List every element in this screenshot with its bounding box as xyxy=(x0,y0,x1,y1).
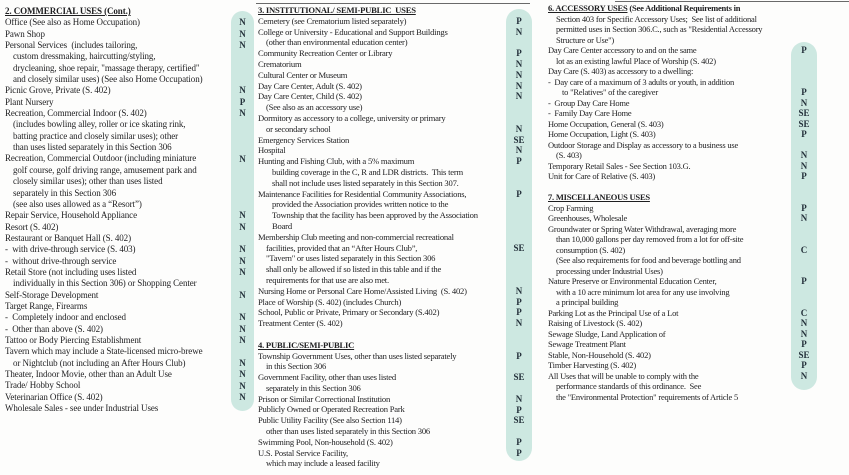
use-row: Township that the facility has been approved by the Association xyxy=(272,210,478,221)
designation-letter: SE xyxy=(798,349,810,360)
designation-letter: P xyxy=(801,360,807,370)
use-row: Greenhouses, Wholesale xyxy=(548,213,628,223)
designation-letter: N xyxy=(239,289,246,300)
use-row: - without drive-through service xyxy=(5,255,117,266)
designation-letter: P xyxy=(801,339,807,349)
use-row: Recreation, Commercial Indoor (S. 402) xyxy=(5,108,147,119)
use-row: (other than environmental education center) xyxy=(266,37,408,48)
use-row: than uses listed separately in this Section 306 xyxy=(13,142,172,153)
use-row: Groundwater or Spring Water Withdrawal, averaging more xyxy=(548,223,737,234)
use-row: Hunting and Fishing Club, with a 5% maximum xyxy=(258,156,415,167)
heading-underlined-text: 4. PUBLIC/SEMI-PUBLIC xyxy=(258,339,355,350)
designation-letter: N xyxy=(515,393,523,404)
designation-letter: P xyxy=(801,171,807,181)
heading-underlined-text: 3. INSTITUTIONAL/ SEMI-PUBLIC USES xyxy=(258,5,416,15)
heading-trailing-text: (See Additional Requirements in xyxy=(627,3,741,13)
use-row: Picnic Grove, Private (S. 402) xyxy=(5,85,111,96)
use-row: Repair Service, Household Appliance xyxy=(5,210,137,221)
use-row: in this Section 306 xyxy=(266,361,327,372)
use-row: or secondary school xyxy=(266,123,331,134)
use-row: Nursing Home or Personal Care Home/Assisted Living (S. 402) xyxy=(258,285,467,296)
designation-letter: N xyxy=(515,69,523,80)
use-row: Target Range, Firearms xyxy=(5,300,88,311)
designation-letter: SE xyxy=(513,242,525,253)
divider-line xyxy=(615,1,849,2)
use-row: Day Care (S. 403) as accessory to a dwelling: xyxy=(548,66,694,76)
use-row: Veterinarian Office (S. 402) xyxy=(5,391,103,402)
designation-letter: P xyxy=(516,350,522,361)
use-row: Cultural Center or Museum xyxy=(258,69,348,80)
use-row: the "Environmental Protection" requirements of Article 5 xyxy=(556,391,739,402)
use-row: permitted uses in Section 306.C., such as "Residential Accessory xyxy=(556,24,763,34)
use-row: facilities, provided that an “After Hours Club”, xyxy=(266,242,418,253)
use-row: which may include a leased facility xyxy=(266,458,380,469)
designation-letter: N xyxy=(515,145,523,156)
use-row: Trade/ Hobby School xyxy=(5,380,81,391)
use-row: Temporary Retail Sales - See Section 103.G. xyxy=(548,160,691,171)
column-institutional-and-public-uses xyxy=(258,5,504,469)
designation-letter: N xyxy=(239,357,246,368)
use-row: drycleaning, shoe repair, "massage therapy, certified" xyxy=(13,62,200,73)
use-row: Timber Harvesting (S. 402) xyxy=(548,360,636,370)
use-row: U.S. Postal Service Facility, xyxy=(258,447,348,458)
use-row: golf course, golf driving range, amusement park and xyxy=(13,164,197,175)
use-row: than 10,000 gallons per day removed from a lot for off-site xyxy=(556,234,744,244)
designation-letter: N xyxy=(239,28,246,39)
designation-letter: N xyxy=(515,80,523,91)
column-accessory-and-miscellaneous-uses xyxy=(548,3,788,402)
use-row: All Uses that will be unable to comply with the xyxy=(548,370,699,381)
use-row: Unit for Care of Relative (S. 403) xyxy=(548,171,656,181)
use-row: Tavern which may include a State-licensed micro-brewe xyxy=(5,346,203,357)
use-row xyxy=(258,329,504,340)
designation-letter: P xyxy=(801,129,807,139)
designation-letter: P xyxy=(516,437,522,447)
use-row: Hospital xyxy=(258,145,286,156)
designation-letter: P xyxy=(801,87,807,97)
use-row: Sewage Treatment Plant xyxy=(548,339,626,349)
use-row: Plant Nursery xyxy=(5,96,54,107)
use-row: (includes bowling alley, roller or ice skating rink, xyxy=(13,119,186,130)
use-row: Resort (S. 402) xyxy=(5,221,59,232)
use-row xyxy=(548,182,788,193)
use-row: Cemetery (see Crematorium listed separately) xyxy=(258,15,407,26)
use-row: (S. 403) xyxy=(556,150,582,160)
designation-letter: N xyxy=(239,312,246,323)
use-row: - Day care of a maximum of 3 adults or youth, in addition xyxy=(548,76,734,87)
use-row: Prison or Similar Correctional Institution xyxy=(258,393,391,404)
designation-letter: N xyxy=(515,123,523,134)
use-row: Retail Store (not including uses listed xyxy=(5,266,137,277)
designation-letter: C xyxy=(800,307,808,318)
designation-letter: N xyxy=(800,213,808,223)
use-row: Sewage Sludge, Land Application of xyxy=(548,328,666,339)
use-row: Home Occupation, Light (S. 403) xyxy=(548,129,656,139)
designation-letter: N xyxy=(515,285,523,296)
use-row: Day Care Center accessory to and on the same xyxy=(548,45,697,55)
section-heading xyxy=(548,192,788,203)
designation-letter: SE xyxy=(513,415,525,426)
designation-letter: N xyxy=(800,150,808,160)
use-row: separately in this Section 306 xyxy=(266,382,361,393)
use-row: Membership Club meeting and non-commercial recreational xyxy=(258,231,454,242)
use-row: separately in this Section 306 xyxy=(13,187,116,198)
use-row: consumption (S. 402) xyxy=(556,244,626,255)
use-row: - with drive-through service (S. 403) xyxy=(5,244,136,255)
use-row: Stable, Non-Household (S. 402) xyxy=(548,349,651,360)
use-row: and closely similar uses) (See also Home Occupation) xyxy=(13,74,203,85)
use-row: Structure or Use") xyxy=(556,34,615,45)
use-row: Parking Lot as the Principal Use of a Lot xyxy=(548,307,679,318)
designation-letter: N xyxy=(239,85,246,96)
use-row: Nature Preserve or Environmental Education Center, xyxy=(548,276,717,286)
designation-letter: P xyxy=(239,96,246,107)
designation-letter: N xyxy=(800,318,808,328)
use-row: closely similar uses); other than uses listed xyxy=(13,176,163,187)
use-row: (See also as an accessory use) xyxy=(266,102,363,113)
use-row: other than uses listed separately in this Section 306 xyxy=(266,426,431,437)
use-row: to "Relatives" of the caregiver xyxy=(562,87,658,97)
designation-letter: N xyxy=(239,369,246,380)
use-row: - Group Day Care Home xyxy=(548,97,630,108)
use-row: (see also uses allowed as a “Resort”) xyxy=(13,198,142,209)
use-row: - Completely indoor and enclosed xyxy=(5,312,126,323)
use-row: provided the Association provides written notice to the xyxy=(272,199,449,210)
use-row: Emergency Services Station xyxy=(258,134,350,145)
designation-letter: N xyxy=(239,391,246,402)
use-row: Place of Worship (S. 402) (includes Church) xyxy=(258,296,402,307)
use-row: Personal Services (includes tailoring, xyxy=(5,40,138,51)
designation-letter: SE xyxy=(798,118,810,129)
designation-letter: N xyxy=(239,323,246,334)
use-row: College or University - Educational and Support Buildings xyxy=(258,26,448,37)
use-row: Wholesale Sales - see under Industrial Uses xyxy=(5,403,159,414)
designation-letter: C xyxy=(800,244,808,255)
section-heading xyxy=(5,6,231,17)
use-row: with a 10 acre minimum lot area for any use involving xyxy=(556,286,730,297)
designation-letter: P xyxy=(801,202,807,213)
use-row: Home Occupation, General (S. 403) xyxy=(548,118,664,129)
use-row: Board xyxy=(272,220,292,231)
designation-letter: N xyxy=(239,108,246,119)
designation-letter: N xyxy=(515,318,523,329)
designation-letter: P xyxy=(516,156,522,167)
use-row: Raising of Livestock (S. 402) xyxy=(548,318,642,328)
use-row: Publicly Owned or Operated Recreation Park xyxy=(258,404,405,415)
designation-letter: N xyxy=(239,210,246,221)
use-row: Self-Storage Development xyxy=(5,289,99,300)
designation-letter: N xyxy=(800,97,808,108)
use-row: - Family Day Care Home xyxy=(548,108,632,118)
use-row: Tattoo or Body Piercing Establishment xyxy=(5,334,142,345)
use-row: "Tavern" or uses listed separately in this Section 306 xyxy=(266,253,436,264)
designation-letter: P xyxy=(516,15,522,26)
designation-letter: SE xyxy=(798,108,810,118)
column-commercial-uses xyxy=(5,6,231,414)
designation-letter: N xyxy=(239,380,246,391)
use-row: requirements for that use are also met. xyxy=(266,274,389,285)
designation-letter: N xyxy=(515,91,523,102)
designation-letter: N xyxy=(239,17,246,28)
designation-letter: N xyxy=(239,40,246,51)
designation-letter: P xyxy=(516,447,522,458)
use-row: Treatment Center (S. 402) xyxy=(258,318,343,329)
designation-letter: P xyxy=(516,48,522,59)
use-row: Day Care Center, Adult (S. 402) xyxy=(258,80,362,91)
designation-letter: N xyxy=(800,370,808,381)
use-row: or Nightclub (not including an After Hours Club) xyxy=(13,357,186,368)
use-row: Community Recreation Center or Library xyxy=(258,48,393,59)
use-row: processing under Industrial Uses) xyxy=(556,265,663,276)
designation-letter: N xyxy=(239,267,246,278)
use-row: Pawn Shop xyxy=(5,28,45,39)
use-row: Outdoor Storage and Display as accessory to a business use xyxy=(548,139,739,150)
heading-underlined-text: 6. ACCESSORY USES xyxy=(548,3,628,13)
use-row: Section 403 for Specific Accessory Uses; See list of additional xyxy=(556,13,757,24)
use-row: individually in this Section 306) or Shopping Center xyxy=(13,278,197,289)
designation-letter: P xyxy=(801,276,807,286)
use-row: custom dressmaking, haircutting/styling, xyxy=(13,51,156,62)
section-heading xyxy=(258,5,504,16)
use-row: performance standards of this ordinance. See xyxy=(556,381,702,391)
designation-letter: N xyxy=(239,335,246,346)
use-row: (See also requirements for food and beverage bottling and xyxy=(556,255,741,265)
designation-letter: N xyxy=(800,328,808,339)
heading-underlined-text: 2. COMMERCIAL USES (Cont.) xyxy=(5,6,131,16)
section-heading xyxy=(258,340,504,351)
section-heading xyxy=(548,3,788,14)
designation-letter: N xyxy=(515,26,523,37)
designation-letter: P xyxy=(801,45,807,55)
use-row: Township Government Uses, other than uses listed separately xyxy=(258,350,457,361)
divider-line xyxy=(256,3,530,4)
use-row: Crematorium xyxy=(258,58,302,69)
use-row: - Other than above (S. 402) xyxy=(5,323,103,334)
use-row: Dormitory as accessory to a college, university or primary xyxy=(258,112,446,123)
use-row: Day Care Center, Child (S. 402) xyxy=(258,91,362,102)
designation-letter: SE xyxy=(513,372,525,383)
designation-letter: N xyxy=(800,160,808,171)
designation-letter: N xyxy=(239,221,246,232)
designation-letter: N xyxy=(515,59,523,69)
designation-letter: P xyxy=(516,404,522,415)
designation-letter: N xyxy=(239,153,246,164)
designation-letter: P xyxy=(516,307,522,318)
use-row: a principal building xyxy=(556,297,619,307)
use-row: School, Public or Private, Primary or Secondary (S.402) xyxy=(258,307,440,318)
designation-letter: P xyxy=(516,296,522,307)
designation-letter: N xyxy=(239,255,246,266)
use-row: shall not include uses listed separately in this Section 307. xyxy=(272,177,459,188)
heading-underlined-text: 7. MISCELLANEOUS USES xyxy=(548,192,650,202)
use-row: Swimming Pool, Non-household (S. 402) xyxy=(258,436,393,447)
use-row: Restaurant or Banquet Hall (S. 402) xyxy=(5,232,131,243)
use-row: Theater, Indoor Movie, other than an Adult Use xyxy=(5,369,172,379)
use-row: Government Facility, other than uses listed xyxy=(258,372,396,383)
use-row: Maintenance Facilities for Residential Community Associations, xyxy=(258,188,467,199)
use-row: building coverage in the C, R and LDR districts. This term xyxy=(272,166,463,177)
use-row: lot as an existing lawful Place of Worship (S. 402) xyxy=(556,55,716,66)
use-row: batting practice and closely similar uses); other xyxy=(13,130,179,141)
use-row: Public Utility Facility (See also Section 114) xyxy=(258,415,402,426)
use-row: Crop Farming xyxy=(548,202,594,213)
use-row: Recreation, Commercial Outdoor (including miniature xyxy=(5,153,197,164)
designation-letter: N xyxy=(239,244,246,255)
use-row: shall only be allowed if so listed in this table and if the xyxy=(266,264,442,275)
designation-letter: SE xyxy=(513,134,525,145)
use-row: Office (See also as Home Occupation) xyxy=(5,17,140,28)
designation-letter: P xyxy=(516,188,522,199)
